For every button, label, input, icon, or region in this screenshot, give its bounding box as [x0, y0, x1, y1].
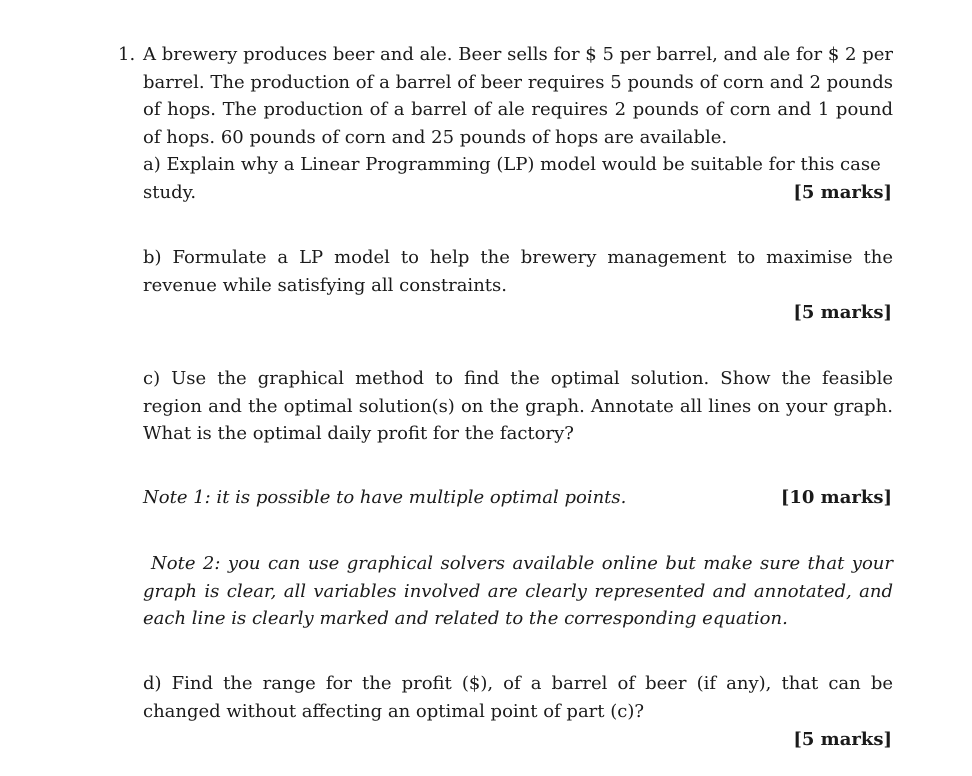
note-2: Note 2: you can use graphical solvers available online but make sure that your graph is clear, all variables involved are clearly represented and annotated, and each line is clearly marked and related to the corresponding equation.: [143, 553, 893, 629]
question-intro: A brewery produces beer and ale. Beer sells for $ 5 per barrel, and ale for $ 2 per barrel. The production of a barrel of beer requires 5 pounds of corn and 2 pounds of hops. The production of a barrel of ale requires 2 pounds of corn and 1 pound of hops. 60 pounds of corn and 25 pounds of hops are available.: [143, 44, 893, 148]
part-c-text: c) Use the graphical method to find the optimal solution. Show the feasible region and the optimal solution(s) on the graph. Annotate all lines on your graph. What is the optimal daily profit for the factory?: [143, 368, 893, 444]
part-b-text: b) Formulate a LP model to help the brewery management to maximise the revenue while satisfying all constraints.: [143, 247, 893, 296]
part-c-marks: [10 marks]: [780, 487, 892, 508]
question-number: 1.: [118, 44, 136, 65]
note-1: Note 1: it is possible to have multiple optimal points.: [143, 487, 627, 508]
part-a-text: a) Explain why a Linear Programming (LP) model would be suitable for this case study.: [143, 154, 881, 203]
part-a-marks: [5 marks]: [793, 182, 892, 203]
part-d-text: d) Find the range for the profit ($), of a barrel of beer (if any), that can be changed without affecting an optimal point of part (c)?: [143, 673, 893, 722]
part-b-marks: [5 marks]: [793, 302, 892, 323]
part-d-marks: [5 marks]: [793, 729, 892, 750]
